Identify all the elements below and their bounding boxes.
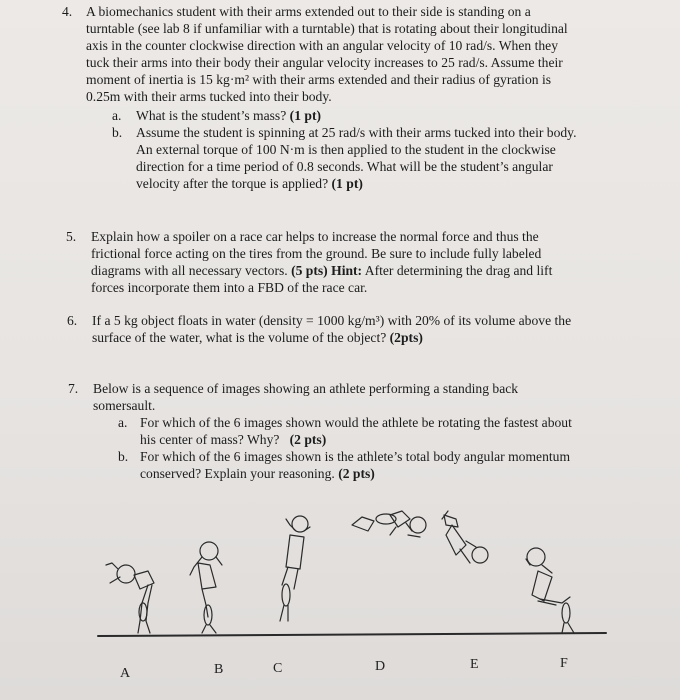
question-4-line-6: 0.25m with their arms tucked into their body. (86, 89, 332, 104)
athlete-pose-b (190, 542, 222, 633)
question-5-line-1: Explain how a spoiler on a race car helps to increase the normal force and thus the (91, 229, 539, 244)
question-5-line-4: forces incorporate them into a FBD of the race car. (91, 280, 368, 295)
question-4-line-3: axis in the counter clockwise direction with an angular velocity of 10 rad/s. When they (86, 38, 558, 53)
question-7b-line-2: conserved? Explain your reasoning. (140, 466, 335, 481)
athlete-pose-a (106, 563, 154, 633)
figure-label-d: D (375, 659, 386, 674)
question-5-line-2: frictional force acting on the tires from the ground. Be sure to include fully labeled (91, 246, 542, 261)
question-7a-line-2: his center of mass? Why? (140, 432, 280, 447)
question-4b-line-3: direction for a time period of 0.8 seconds. What will be the student’s angular (136, 159, 553, 174)
question-7-number: 7. (68, 381, 79, 396)
question-4b-points: (1 pt) (331, 176, 363, 191)
athlete-pose-e (442, 511, 488, 563)
question-7a-line-1: For which of the 6 images shown would the athlete be rotating the fastest about (140, 415, 572, 430)
athlete-pose-f (526, 548, 574, 633)
figure-label-a: A (120, 666, 131, 681)
question-5-points: (5 pts) (291, 263, 328, 278)
question-5-number: 5. (66, 229, 77, 244)
question-7b-points: (2 pts) (338, 466, 375, 481)
athlete-pose-c (280, 516, 310, 621)
somersault-sequence-figure (90, 505, 610, 695)
question-4-line-2: turntable (see lab 8 if unfamiliar with a turntable) that is rotating about their longitudinal (86, 21, 568, 36)
question-4a-label: a. (112, 108, 122, 123)
question-5-line-3: diagrams with all necessary vectors. (91, 263, 288, 278)
question-4b-line-4: velocity after the torque is applied? (136, 176, 329, 191)
question-6-line-1: If a 5 kg object floats in water (density = 1000 kg/m³) with 20% of its volume above the (92, 313, 572, 328)
question-7a-label: a. (118, 415, 128, 430)
ground-line (98, 633, 606, 636)
question-7-line-2: somersault. (93, 398, 156, 413)
question-4-line-5: moment of inertia is 15 kg·m² with their arms extended and their radius of gyration is (86, 72, 552, 87)
question-4-line-4: tuck their arms into their body their angular velocity increases to 25 rad/s. Assume their (86, 55, 563, 70)
question-6-number: 6. (67, 313, 78, 328)
question-4-line-1: A biomechanics student with their arms extended out to their side is standing on a (86, 4, 531, 19)
question-4-number: 4. (62, 4, 73, 19)
question-4b-label: b. (112, 125, 123, 140)
figure-label-e: E (470, 657, 479, 672)
somersault-sequence-drawing (90, 505, 610, 695)
question-4a-text: What is the student’s mass? (136, 108, 287, 123)
question-7b-label: b. (118, 449, 129, 464)
figure-label-c: C (273, 661, 283, 676)
question-6-line-2: surface of the water, what is the volume of the object? (92, 330, 387, 345)
question-5-hint-label: Hint: (331, 263, 363, 278)
question-4b-line-2: An external torque of 100 N·m is then applied to the student in the clockwise (136, 142, 556, 157)
question-6-points: (2pts) (389, 330, 423, 345)
figure-label-b: B (214, 662, 224, 677)
question-4b-line-1: Assume the student is spinning at 25 rad/s with their arms tucked into their body. (136, 125, 577, 140)
question-4a-points: (1 pt) (289, 108, 322, 123)
question-7b-line-1: For which of the 6 images shown is the athlete’s total body angular momentum (140, 449, 571, 464)
question-7a-points: (2 pts) (289, 432, 327, 447)
question-5-hint-text: After determining the drag and lift (364, 263, 553, 278)
question-7-line-1: Below is a sequence of images showing an athlete performing a standing back (93, 381, 519, 396)
athlete-pose-d (352, 511, 426, 537)
figure-label-f: F (560, 656, 568, 671)
